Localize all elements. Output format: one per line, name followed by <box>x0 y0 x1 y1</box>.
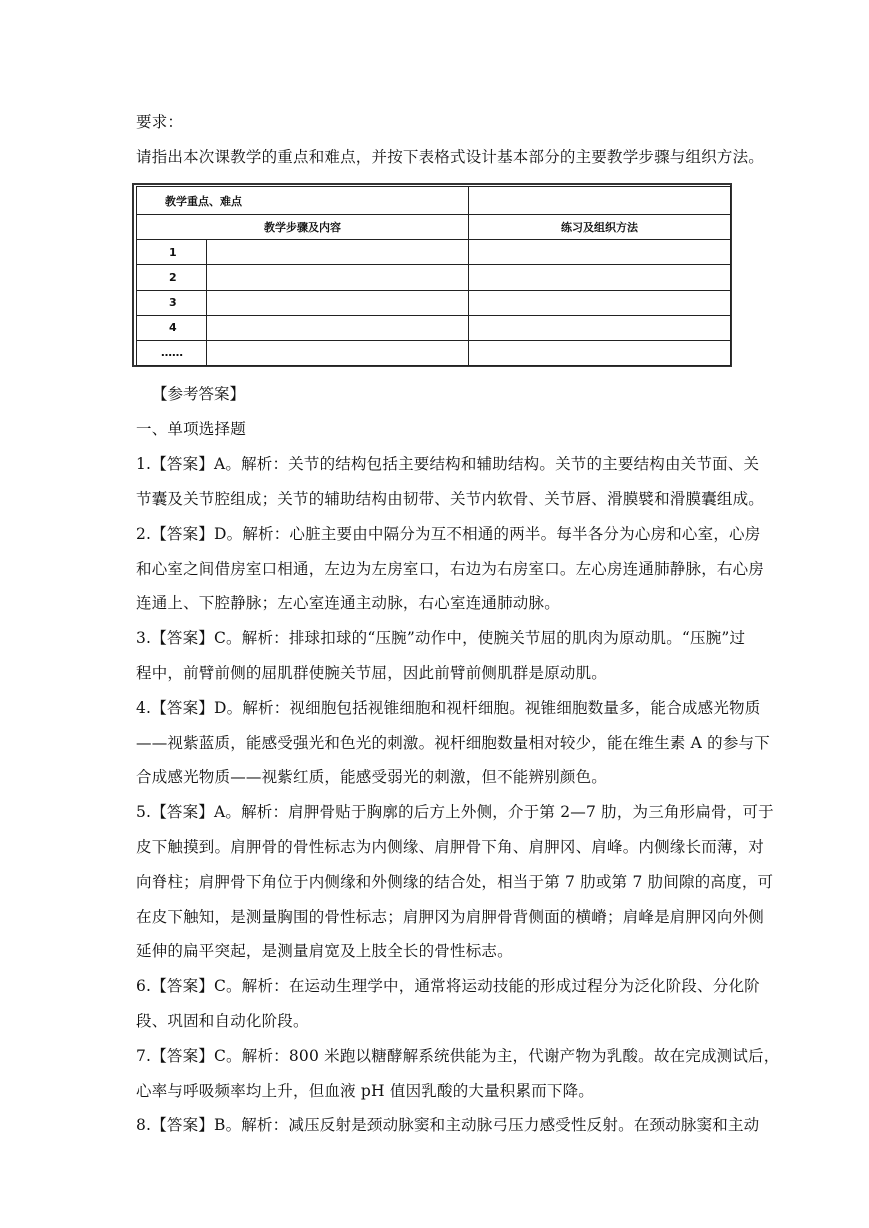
section-heading: 一、单项选择题 <box>136 420 246 438</box>
answer-line: 1.【答案】A。解析：关节的结构包括主要结构和辅助结构。关节的主要结构由关节面、关 <box>136 455 760 473</box>
answer-line: 2.【答案】D。解析：心脏主要由中隔分为互不相通的两半。每半各分为心房和心室，心房 <box>136 525 761 543</box>
key-points-cell <box>469 187 731 215</box>
row-number: …… <box>137 340 207 365</box>
row-number: 1 <box>137 240 207 265</box>
row-number: 2 <box>137 265 207 290</box>
table-cell <box>469 240 731 265</box>
table-cell <box>207 265 469 290</box>
answer-line: 6.【答案】C。解析：在运动生理学中，通常将运动技能的形成过程分为泛化阶段、分化阶 <box>136 977 760 995</box>
col-methods-header: 练习及组织方法 <box>469 215 731 240</box>
table-cell <box>469 315 731 340</box>
row-number: 3 <box>137 290 207 315</box>
table-cell <box>207 340 469 365</box>
lesson-plan-table <box>136 186 730 366</box>
answer-line: 合成感光物质——视紫红质，能感受弱光的刺激，但不能辨别颜色。 <box>136 768 608 786</box>
key-points-label: 教学重点、难点 <box>137 187 469 215</box>
table-cell <box>207 315 469 340</box>
answer-line: 皮下触摸到。肩胛骨的骨性标志为内侧缘、肩胛骨下角、肩胛冈、肩峰。内侧缘长而薄，对 <box>136 838 765 856</box>
requirements-label: 要求： <box>136 113 184 131</box>
answer-line: 连通上、下腔静脉；左心室连通主动脉，右心室连通肺动脉。 <box>136 594 560 612</box>
row-number: 4 <box>137 315 207 340</box>
answer-line: 心率与呼吸频率均上升，但血液 pH 值因乳酸的大量积累而下降。 <box>136 1082 594 1100</box>
answer-line: 4.【答案】D。解析：视细胞包括视锥细胞和视杆细胞。视锥细胞数量多，能合成感光物质 <box>136 699 761 717</box>
answer-line: 和心室之间借房室口相通，左边为左房室口，右边为右房室口。左心房连通肺静脉，右心房 <box>136 560 765 578</box>
requirements-instruction: 请指出本次课教学的重点和难点，并按下表格式设计基本部分的主要教学步骤与组织方法。 <box>136 148 765 166</box>
answer-line: 8.【答案】B。解析：减压反射是颈动脉窦和主动脉弓压力感受性反射。在颈动脉窦和主动 <box>136 1116 760 1134</box>
answer-line: ——视紫蓝质，能感受强光和色光的刺激。视杆细胞数量相对较少，能在维生素 A 的参与下 <box>136 734 770 752</box>
answer-line: 延伸的扁平突起，是测量肩宽及上肢全长的骨性标志。 <box>136 942 513 960</box>
table-cell <box>207 290 469 315</box>
answer-line: 5.【答案】A。解析：肩胛骨贴于胸廓的后方上外侧，介于第 2—7 肋，为三角形扁骨，可于 <box>136 803 774 821</box>
table-cell <box>469 265 731 290</box>
answer-line: 段、巩固和自动化阶段。 <box>136 1012 309 1030</box>
col-steps-header: 教学步骤及内容 <box>137 215 469 240</box>
answer-line: 节囊及关节腔组成；关节的辅助结构由韧带、关节内软骨、关节唇、滑膜襞和滑膜囊组成。 <box>136 490 765 508</box>
answer-line: 在皮下触知，是测量胸围的骨性标志；肩胛冈为肩胛骨背侧面的横嵴；肩峰是肩胛冈向外侧 <box>136 908 765 926</box>
answer-line: 3.【答案】C。解析：排球扣球的“压腕”动作中，使腕关节屈的肌肉为原动肌。“压腕”过 <box>136 629 746 647</box>
table-cell <box>469 290 731 315</box>
answers-title: 【参考答案】 <box>152 385 246 403</box>
table-cell <box>207 240 469 265</box>
answer-line: 7.【答案】C。解析：800 米跑以糖酵解系统供能为主，代谢产物为乳酸。故在完成测试后， <box>136 1047 780 1065</box>
answer-line: 程中，前臂前侧的屈肌群使腕关节屈，因此前臂前侧肌群是原动肌。 <box>136 664 608 682</box>
table-cell <box>469 340 731 365</box>
answer-line: 向脊柱；肩胛骨下角位于内侧缘和外侧缘的结合处，相当于第 7 肋或第 7 肋间隙的高度，可 <box>136 873 774 891</box>
